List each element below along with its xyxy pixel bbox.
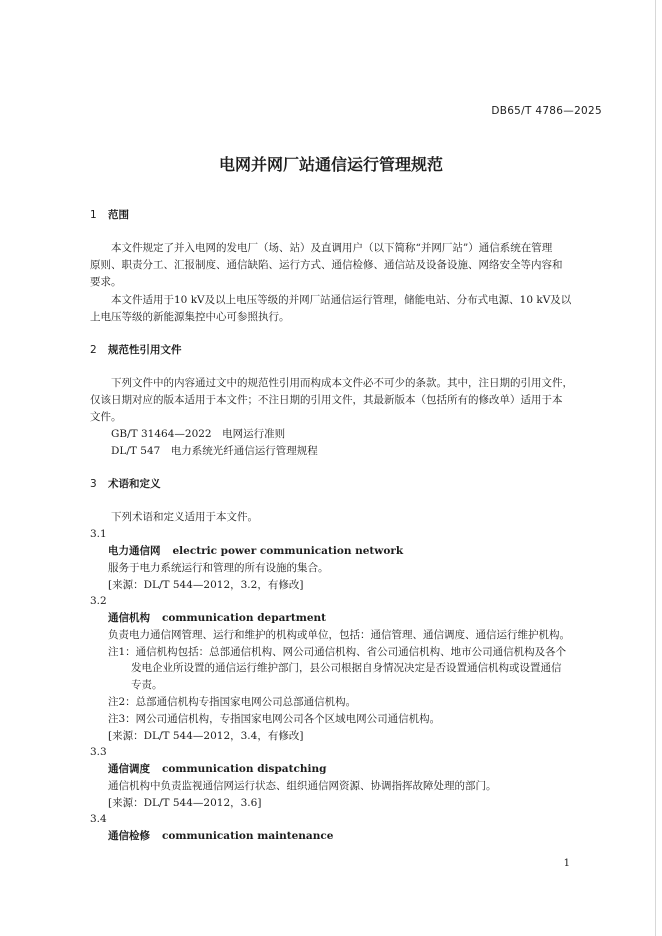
clause-number: 3.1 <box>90 528 107 540</box>
term-heading <box>108 829 333 843</box>
term-source: [来源：DL/T 544—2012，3.2，有修改] <box>108 579 304 591</box>
term-definition: 负责电力通信网管理、运行和维护的机构或单位，包括：通信管理、通信调度、通信运行维护机构。 <box>108 629 570 641</box>
clause-number: 3.4 <box>90 813 107 825</box>
clause-number: 3.2 <box>90 595 107 607</box>
note-line: 注1：通信机构包括：总部通信机构、网公司通信机构、省公司通信机构、地市公司通信机构及各个 <box>108 646 567 658</box>
term-heading <box>108 544 403 558</box>
term-source: [来源：DL/T 544—2012，3.6] <box>108 797 262 809</box>
reference-item: GB/T 31464—2022 电网运行准则 <box>111 428 286 440</box>
section-heading-3 <box>90 477 161 491</box>
paragraph-line: 仅该日期对应的版本适用于本文件；不注日期的引用文件，其最新版本（包括所有的修改单）适用于本 <box>90 394 563 406</box>
term-en: communication department <box>162 612 327 624</box>
term-source: [来源：DL/T 544—2012，3.4，有修改] <box>108 730 304 742</box>
term-heading <box>108 611 326 625</box>
note-line: 专责。 <box>131 679 163 691</box>
document-code: DB65/T 4786—2025 <box>491 105 602 117</box>
term-en: electric power communication network <box>172 545 404 557</box>
paragraph-line: 下列术语和定义适用于本文件。 <box>111 511 258 523</box>
section-number: 3 <box>90 478 97 490</box>
paragraph-line: 本文件适用于10 kV及以上电压等级的并网厂站通信运行管理，储能电站、分布式电源、10 kV及以 <box>111 294 572 306</box>
note-line: 注3：网公司通信机构，专指国家电网公司各个区域电网公司通信机构。 <box>108 713 441 725</box>
term-en: communication dispatching <box>162 763 327 775</box>
note-line: 发电企业所设置的通信运行维护部门，县公司根据自身情况决定是否设置通信机构或设置通信 <box>131 662 562 674</box>
paragraph-line: 要求。 <box>90 276 122 288</box>
term-cn: 通信检修 <box>108 830 150 842</box>
clause-number: 3.3 <box>90 746 107 758</box>
term-cn: 通信机构 <box>108 612 150 624</box>
paragraph-line: 本文件规定了并入电网的发电厂（场、站）及直调用户（以下简称“并网厂站”）通信系统在管理 <box>111 242 553 254</box>
section-heading-2 <box>90 343 182 357</box>
paragraph-line: 文件。 <box>90 411 122 423</box>
section-number: 1 <box>90 209 97 221</box>
term-cn: 电力通信网 <box>108 545 161 557</box>
term-en: communication maintenance <box>162 830 334 842</box>
section-number: 2 <box>90 344 97 356</box>
document-title: 电网并网厂站通信运行管理规范 <box>218 155 443 174</box>
paragraph-line: 原则、职责分工、汇报制度、通信缺陷、运行方式、通信检修、通信站及设备设施、网络安全等内容和 <box>90 259 563 271</box>
section-heading-1 <box>90 208 129 222</box>
paragraph-line: 下列文件中的内容通过文中的规范性引用而构成本文件必不可少的条款。其中，注日期的引用文件， <box>111 377 573 389</box>
section-title: 范围 <box>108 209 129 221</box>
section-title: 术语和定义 <box>108 478 161 490</box>
term-definition: 服务于电力系统运行和管理的所有设施的集合。 <box>108 562 329 574</box>
page-number: 1 <box>563 858 570 869</box>
term-heading <box>108 762 326 776</box>
term-cn: 通信调度 <box>108 763 150 775</box>
paragraph-line: 上电压等级的新能源集控中心可参照执行。 <box>90 311 290 323</box>
term-definition: 通信机构中负责监视通信网运行状态、组织通信网资源、协调指挥故障处理的部门。 <box>108 780 497 792</box>
note-line: 注2：总部通信机构专指国家电网公司总部通信机构。 <box>108 696 357 708</box>
scan-edge-line <box>655 0 656 936</box>
section-title: 规范性引用文件 <box>108 344 182 356</box>
reference-item: DL/T 547 电力系统光纤通信运行管理规程 <box>111 445 318 457</box>
